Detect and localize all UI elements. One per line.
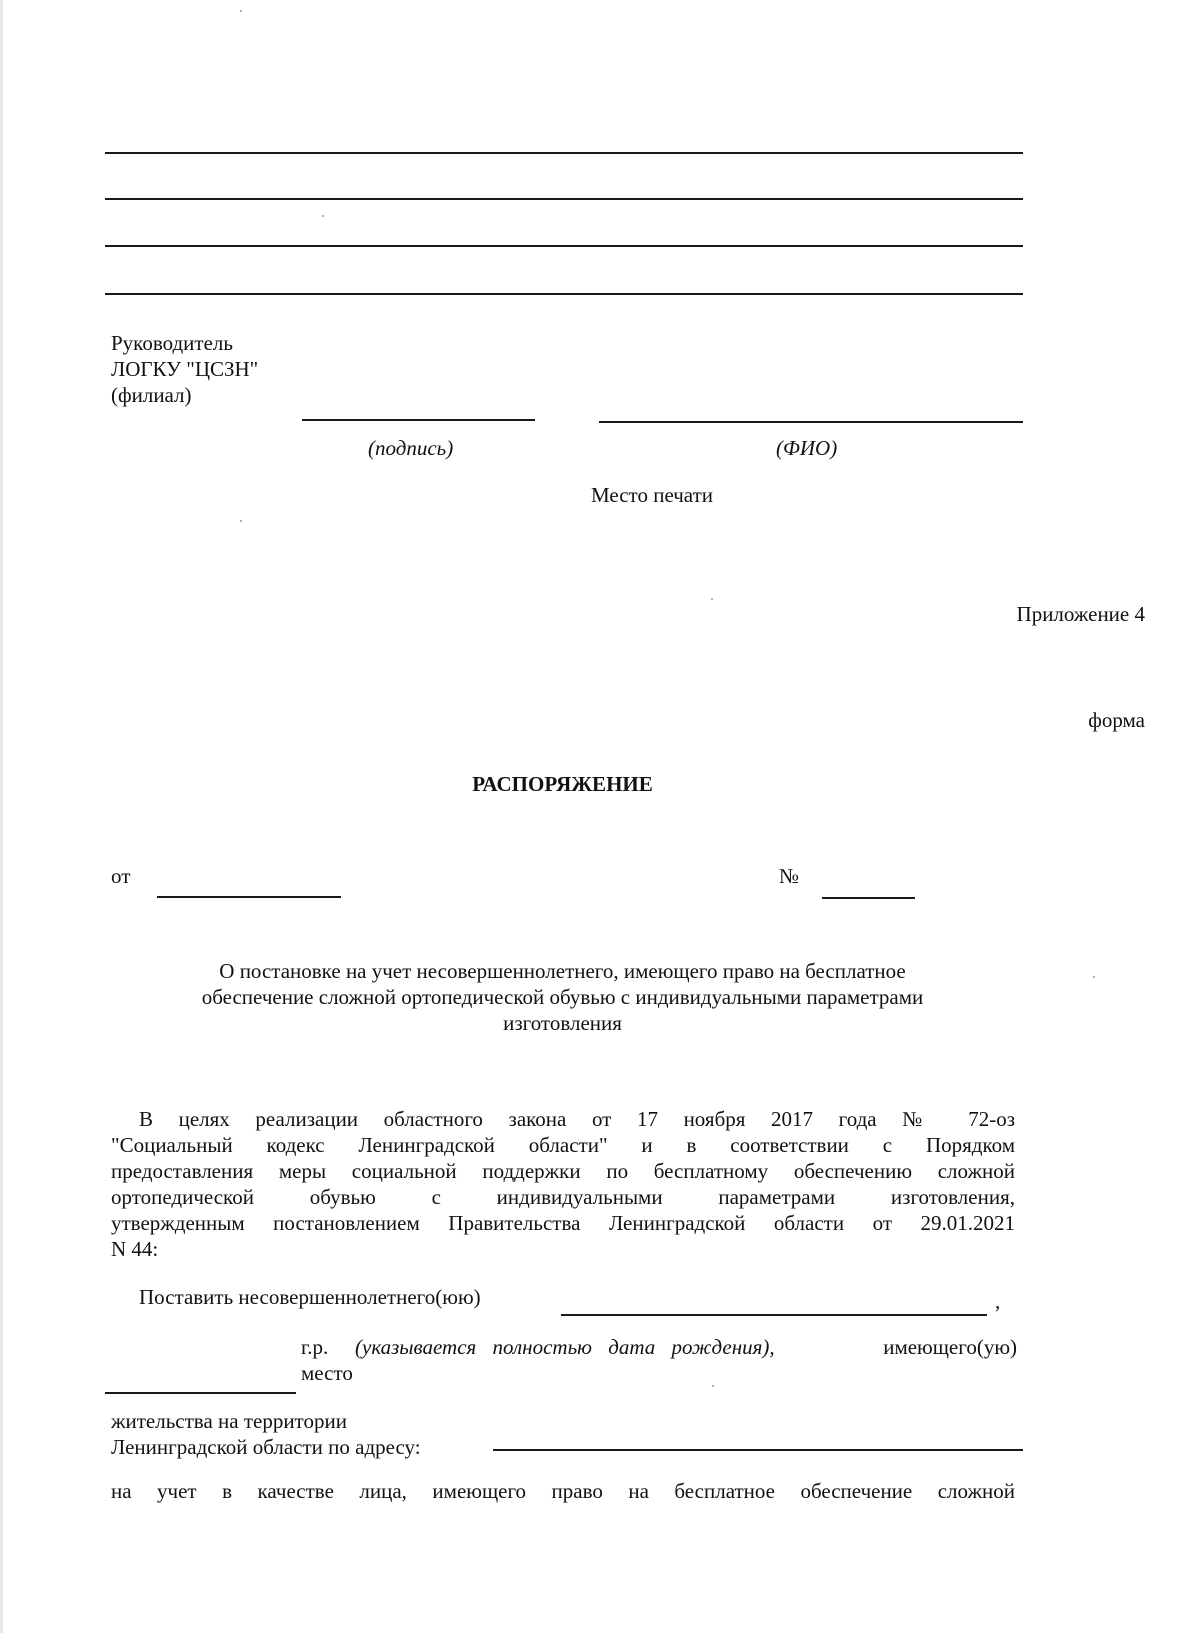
scan-speck: [712, 1385, 714, 1387]
minor-name-field[interactable]: [561, 1314, 987, 1316]
residence-line2: Ленинградской области по адресу:: [111, 1435, 421, 1459]
birth-rest: имеющего(ую): [883, 1335, 1017, 1359]
address-field[interactable]: [493, 1449, 1023, 1451]
head-title-line1: Руководитель: [111, 331, 233, 355]
head-title-line3: (филиал): [111, 383, 192, 407]
signature-caption: (подпись): [368, 436, 454, 460]
scan-speck: [711, 598, 713, 600]
body-line1: В целях реализации областного закона от 17 ноября 2017 года № 72-оз: [139, 1107, 1015, 1131]
date-prefix: от: [111, 864, 131, 888]
blank-line-1: [105, 152, 1023, 154]
head-title-line2: ЛОГКУ "ЦСЗН": [111, 357, 259, 381]
subject-line2: обеспечение сложной ортопедической обувью с индивидуальными параметрами: [201, 985, 924, 1009]
subject-line3: изготовления: [503, 1011, 622, 1035]
number-field[interactable]: [822, 897, 915, 899]
birth-place: место: [301, 1361, 353, 1385]
scan-speck: [322, 215, 324, 217]
blank-line-4: [105, 293, 1023, 295]
body-line2: "Социальный кодекс Ленинградской области" и в соответствии с Порядком: [111, 1133, 1015, 1157]
body-line5: утвержденным постановлением Правительства Ленинградской области от 29.01.2021: [111, 1211, 1015, 1235]
date-field[interactable]: [157, 896, 341, 898]
subject-line1: О постановке на учет несовершеннолетнего, имеющего право на бесплатное: [219, 959, 906, 983]
scan-speck: [240, 520, 242, 522]
register-prefix: Поставить несовершеннолетнего(юю): [139, 1285, 481, 1309]
birth-hint: (указывается полностью дата рождения),: [355, 1335, 775, 1359]
seal-place: Место печати: [591, 483, 714, 507]
residence-line1: жительства на территории: [111, 1409, 347, 1433]
order-title: РАСПОРЯЖЕНИЕ: [472, 772, 653, 796]
body-line6: N 44:: [111, 1237, 159, 1261]
closing-line: на учет в качестве лица, имеющего право на бесплатное обеспечение сложной: [111, 1479, 1015, 1503]
number-prefix: №: [779, 864, 800, 888]
scan-edge: [0, 0, 3, 1633]
body-line3: предоставления меры социальной поддержки по бесплатному обеспечению сложной: [111, 1159, 1015, 1183]
signature-field[interactable]: [302, 419, 535, 421]
register-comma: ,: [995, 1289, 1001, 1313]
appendix-label: Приложение 4: [1016, 602, 1145, 626]
scan-speck: [240, 10, 242, 12]
blank-line-3: [105, 245, 1023, 247]
body-line4: ортопедической обувью с индивидуальными параметрами изготовления,: [111, 1185, 1015, 1209]
scan-speck: [1093, 976, 1095, 978]
birth-date-field[interactable]: [105, 1392, 296, 1394]
blank-line-2: [105, 198, 1023, 200]
birth-gr: г.р.: [301, 1335, 329, 1359]
name-caption: (ФИО): [776, 436, 838, 460]
name-field[interactable]: [599, 421, 1023, 423]
form-label: форма: [1088, 708, 1145, 732]
